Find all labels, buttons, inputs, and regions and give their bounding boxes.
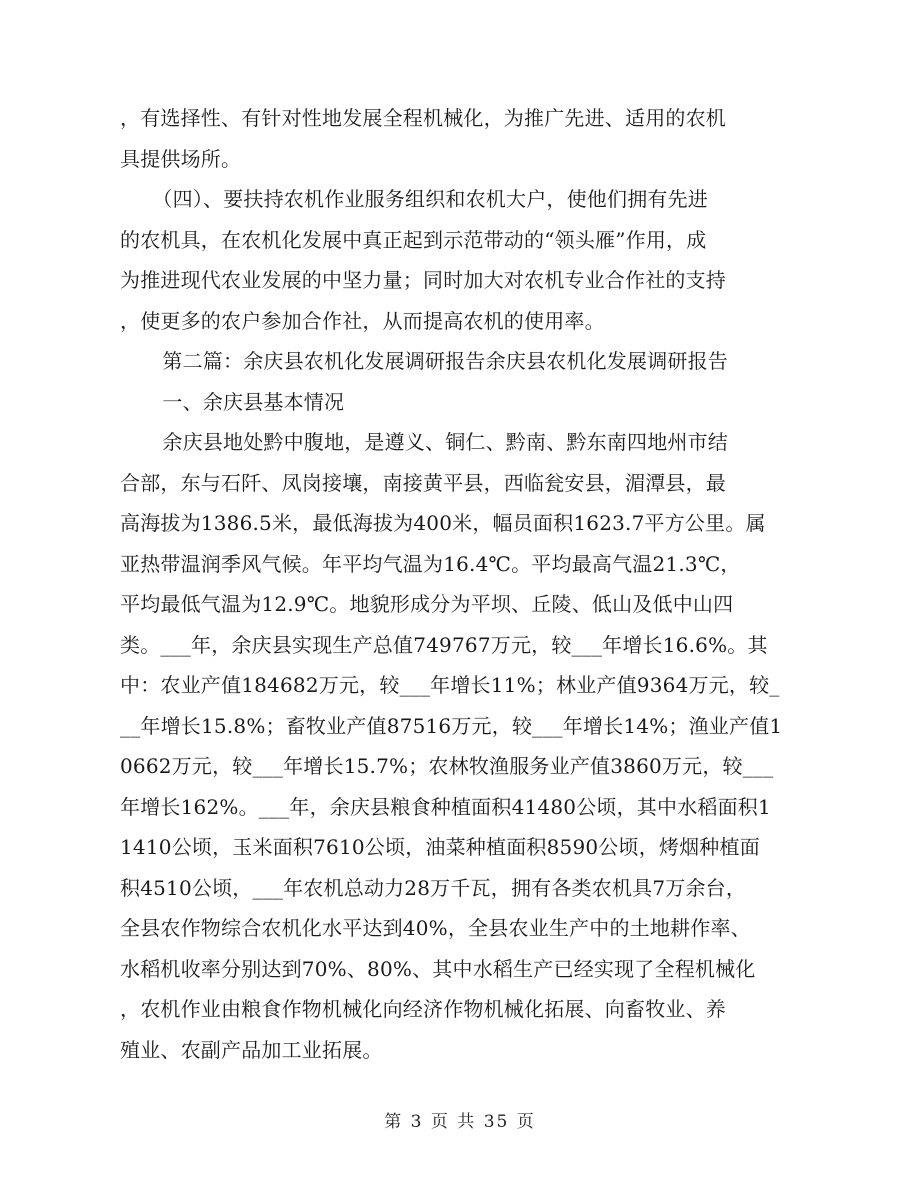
text-line: __年增长15.8%；畜牧业产值87516万元，较___年增长14%；渔业产值1 — [120, 713, 783, 738]
text-line: 水稻机收率分别达到70%、80%、其中水稻生产已经实现了全程机械化 — [120, 956, 756, 981]
text-line: 类。___年，余庆县实现生产总值749767万元，较___年增长16.6%。其 — [120, 632, 768, 657]
text-line: 亚热带温润季风气候。年平均气温为16.4℃。平均最高气温21.3℃， — [120, 551, 741, 576]
text-line: 全县农作物综合农机化水平达到40%，全县农业生产中的土地耕作率、 — [120, 916, 751, 940]
document-body — [120, 98, 800, 1070]
page-number: 第 3 页 共 35 页 — [384, 1112, 536, 1132]
text-line: 积4510公顷，___年农机总动力28万千瓦，拥有各类农机具7万余台， — [120, 875, 747, 900]
text-line: 具提供场所。 — [120, 146, 242, 171]
text-line: 殖业、农副产品加工业拓展。 — [120, 1037, 383, 1062]
text-line: 中：农业产值184682万元，较___年增长11%；林业产值9364万元，较_ — [120, 673, 780, 697]
section-heading: 第二篇：余庆县农机化发展调研报告余庆县农机化发展调研报告 — [122, 349, 728, 373]
text-line: 合部，东与石阡、凤岗接壤，南接黄平县，西临瓮安县，湄潭县，最 — [120, 470, 726, 495]
text-line: 平均最低气温为12.9℃。地貌形成分为平坝、丘陵、低山及低中山四 — [120, 592, 734, 616]
text-line: 0662万元，较___年增长15.7%；农林牧渔服务业产值3860万元，较___ — [120, 754, 774, 778]
text-line: ，有选择性、有针对性地发展全程机械化，为推广先进、适用的农机 — [120, 106, 726, 130]
text-line: （四）、要扶持农机作业服务组织和农机大户，使他们拥有先进 — [122, 187, 708, 211]
text-line: 为推进现代农业发展的中坚力量；同时加大对农机专业合作社的支持 — [120, 268, 726, 292]
text-line: 的农机具，在农机化发展中真正起到示范带动的“领头雁”作用，成 — [120, 227, 707, 252]
text-line: 高海拔为1386.5米，最低海拔为400米，幅员面积1623.7平方公里。属 — [120, 511, 766, 535]
text-line: ，农机作业由粮食作物机械化向经济作物机械化拓展、向畜牧业、养 — [120, 997, 726, 1021]
text-line: 年增长162%。___年，余庆县粮食种植面积41480公顷，其中水稻面积1 — [120, 794, 771, 819]
text-line: ，使更多的农户参加合作社，从而提高农机的使用率。 — [120, 308, 605, 333]
subsection-heading: 一、余庆县基本情况 — [122, 389, 345, 414]
text-line: 1410公顷，玉米面积7610公顷，油菜种植面积8590公顷，烤烟种植面 — [120, 835, 760, 859]
text-line: 余庆县地处黔中腹地，是遵义、铜仁、黔南、黔东南四地州市结 — [122, 430, 728, 454]
